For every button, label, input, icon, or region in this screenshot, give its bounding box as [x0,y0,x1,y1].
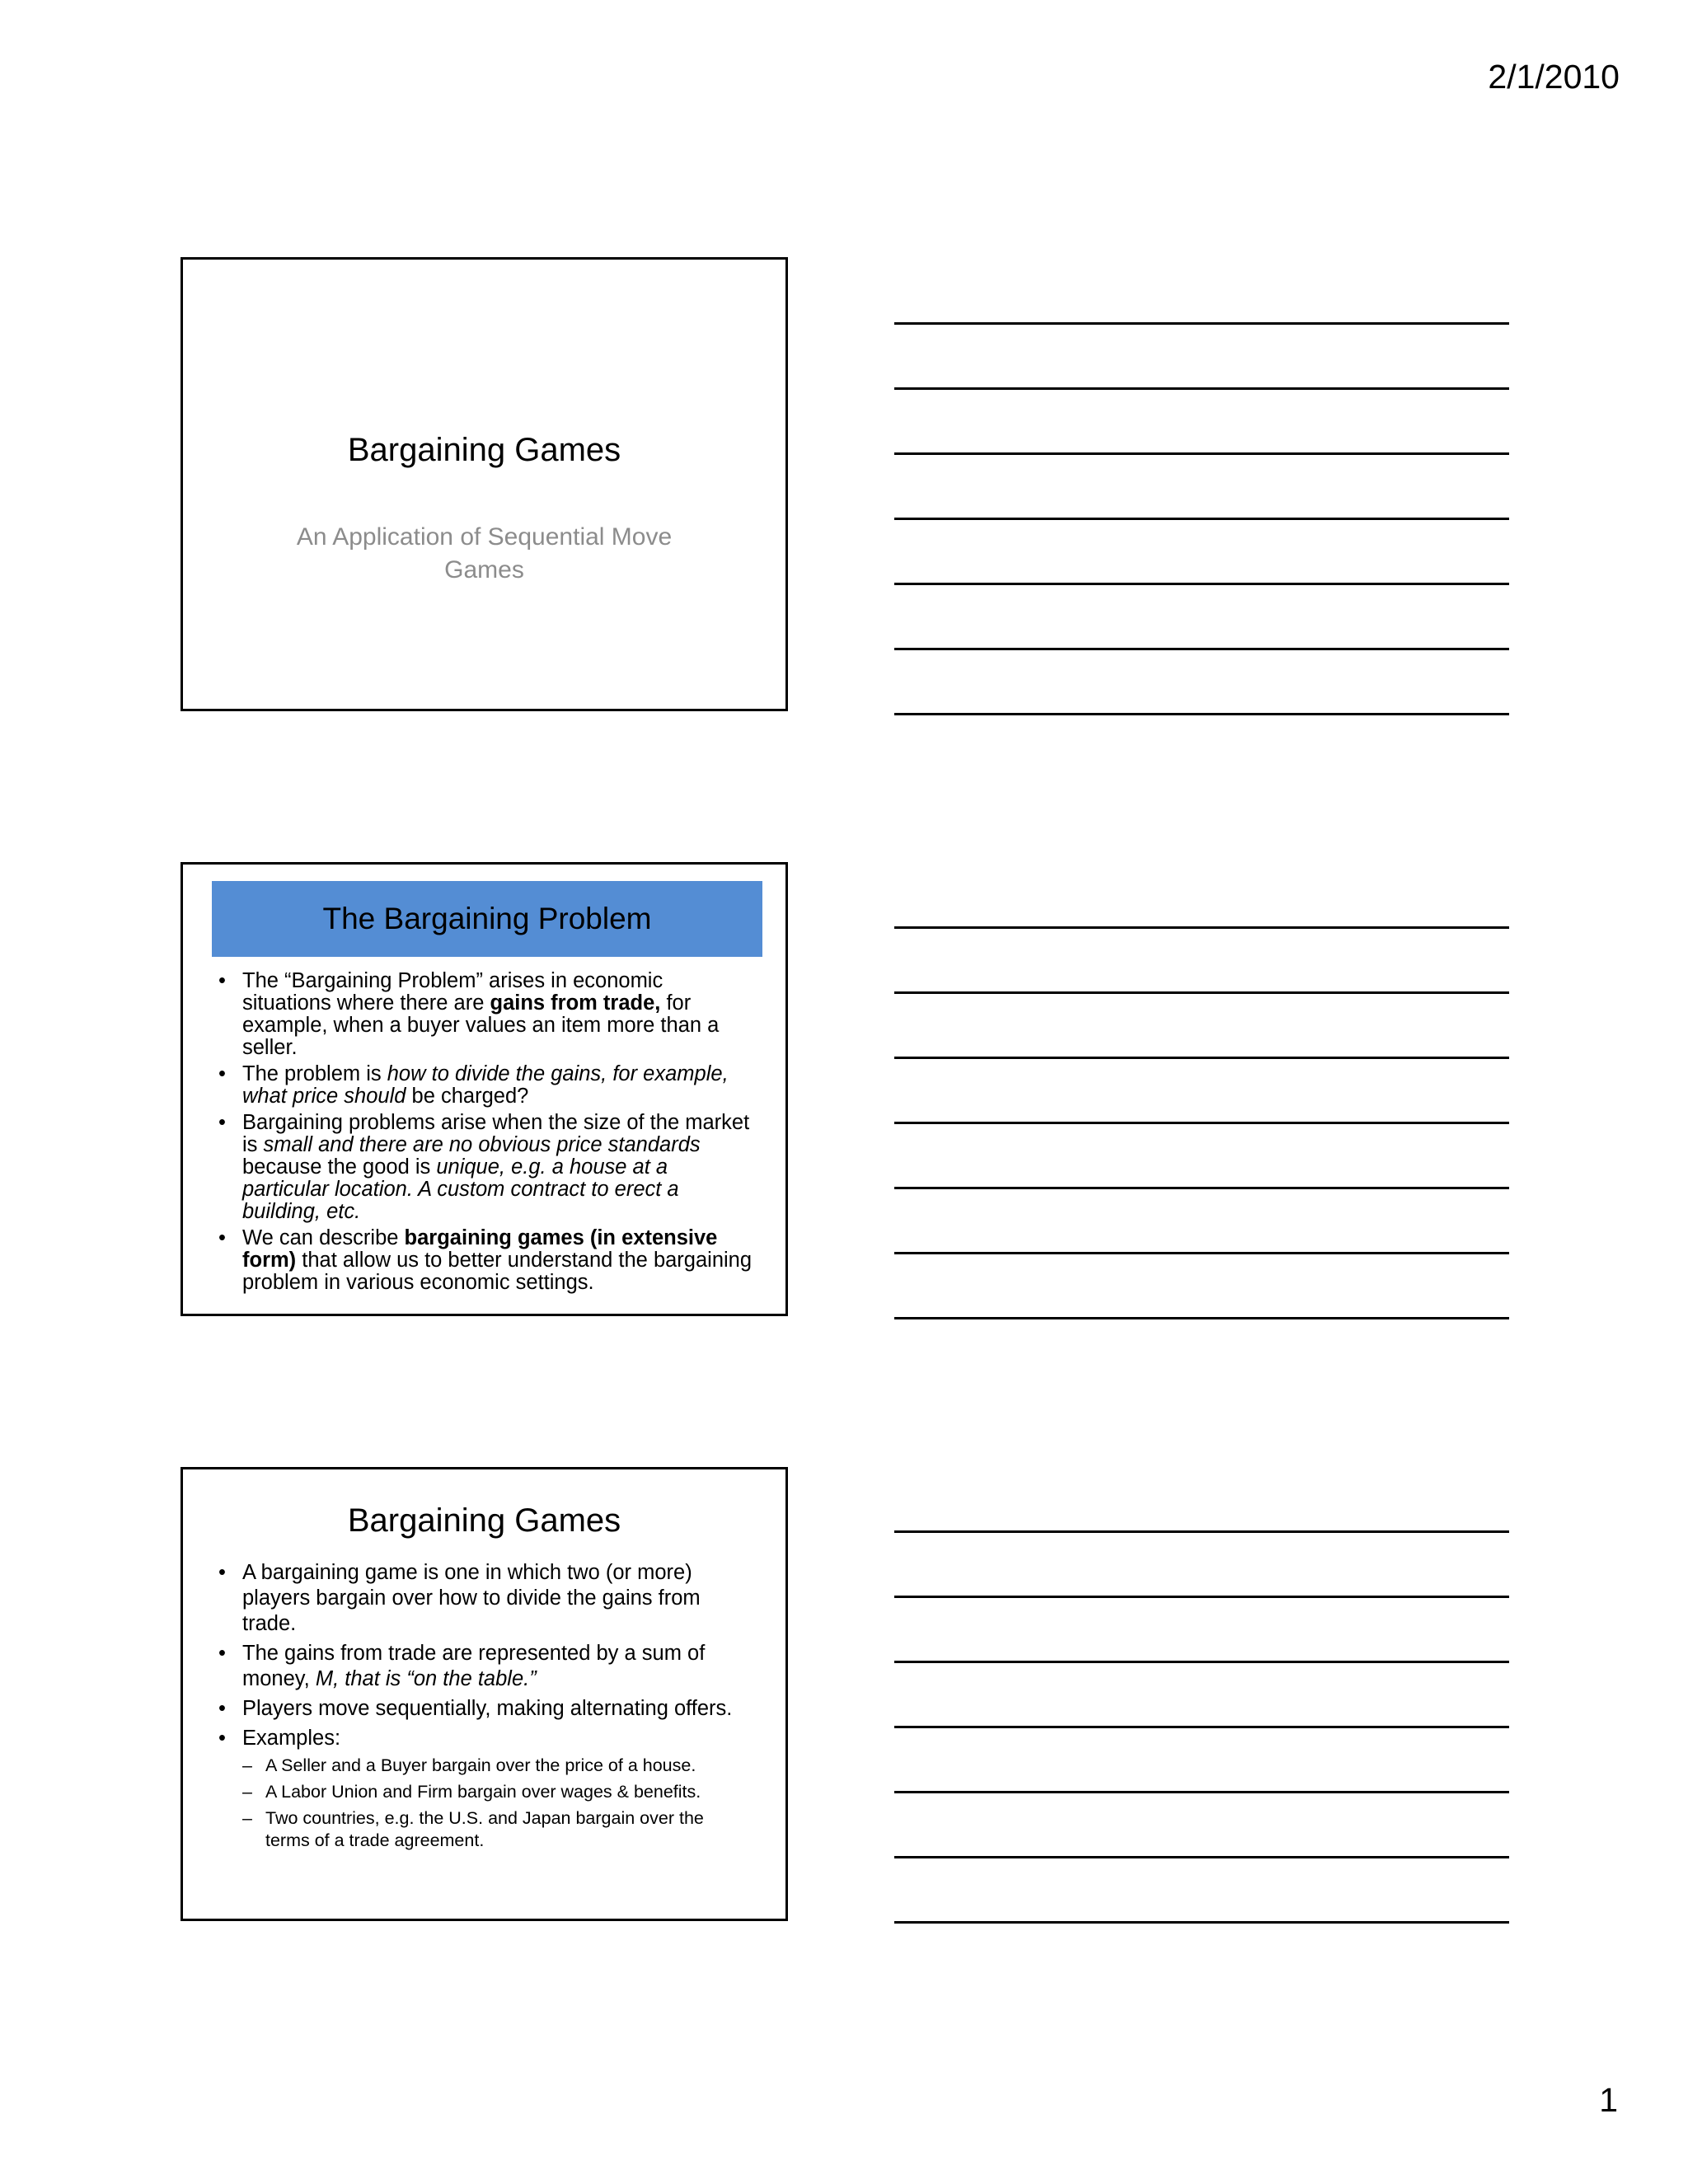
slide-3 [181,1467,788,1921]
note-line [894,1530,1509,1533]
slide-1-title: Bargaining Games [347,432,621,468]
slide-2-bullet: • Bargaining problems arise when the size of the market is small and there are no obvious price standards because the good is unique, e.g. a house at a particular location. A custom contract to erect a building, etc. [213,1112,756,1223]
example-item: – Two countries, e.g. the U.S. and Japan bargain over the terms of a trade agreement. [242,1807,753,1852]
slide-2-bullet-list [213,970,756,1298]
note-line [894,1726,1509,1728]
slide-2-bullet: • The “Bargaining Problem” arises in economic situations where there are gains from trade, for example, when a buyer values an item more than a seller. [213,970,756,1059]
slide-3-bullet: • Players move sequentially, making alternating offers. [213,1696,753,1722]
note-line [894,926,1509,929]
note-line [894,518,1509,520]
note-line [894,452,1509,455]
slide-2-title: The Bargaining Problem [322,902,652,935]
note-line [894,1661,1509,1663]
note-line [894,387,1509,390]
slide-3-bullet: • The gains from trade are represented by a sum of money, M, that is “on the table.” [213,1641,753,1692]
note-line [894,991,1509,994]
note-line [894,583,1509,585]
slide-2-title-band [212,881,762,957]
note-line [894,1187,1509,1189]
note-line [894,1791,1509,1793]
example-item: – A Labor Union and Firm bargain over wages & benefits. [242,1781,753,1803]
example-item: – A Seller and a Buyer bargain over the price of a house. [242,1755,753,1777]
slide-1-subtitle: An Application of Sequential Move Games [296,523,673,583]
note-line [894,648,1509,650]
note-line [894,1596,1509,1598]
slide-2 [181,862,788,1316]
note-line [894,713,1509,715]
examples-list [242,1755,753,1852]
page-number: 1 [1599,2081,1618,2119]
header-date: 2/1/2010 [1488,58,1620,96]
note-line [894,1856,1509,1858]
note-line [894,1317,1509,1319]
note-line [894,1921,1509,1924]
slide-3-bullet: • A bargaining game is one in which two (or more) players bargain over how to divide the gains from trade. [213,1560,753,1637]
slide-2-bullet: • The problem is how to divide the gains, for example, what price should be charged? [213,1063,756,1108]
slide-3-bullet [213,1726,753,1852]
slide-2-bullet: • We can describe bargaining games (in extensive form) that allow us to better understand the bargaining problem in various economic settings. [213,1227,756,1294]
note-line [894,1252,1509,1254]
slide-3-bullet-list [213,1560,753,1856]
slide-1 [181,257,788,711]
slide-3-bullet-text: Examples: [242,1727,341,1750]
note-line [894,1122,1509,1124]
note-line [894,1057,1509,1059]
slide-3-title: Bargaining Games [347,1502,621,1539]
note-line [894,322,1509,325]
